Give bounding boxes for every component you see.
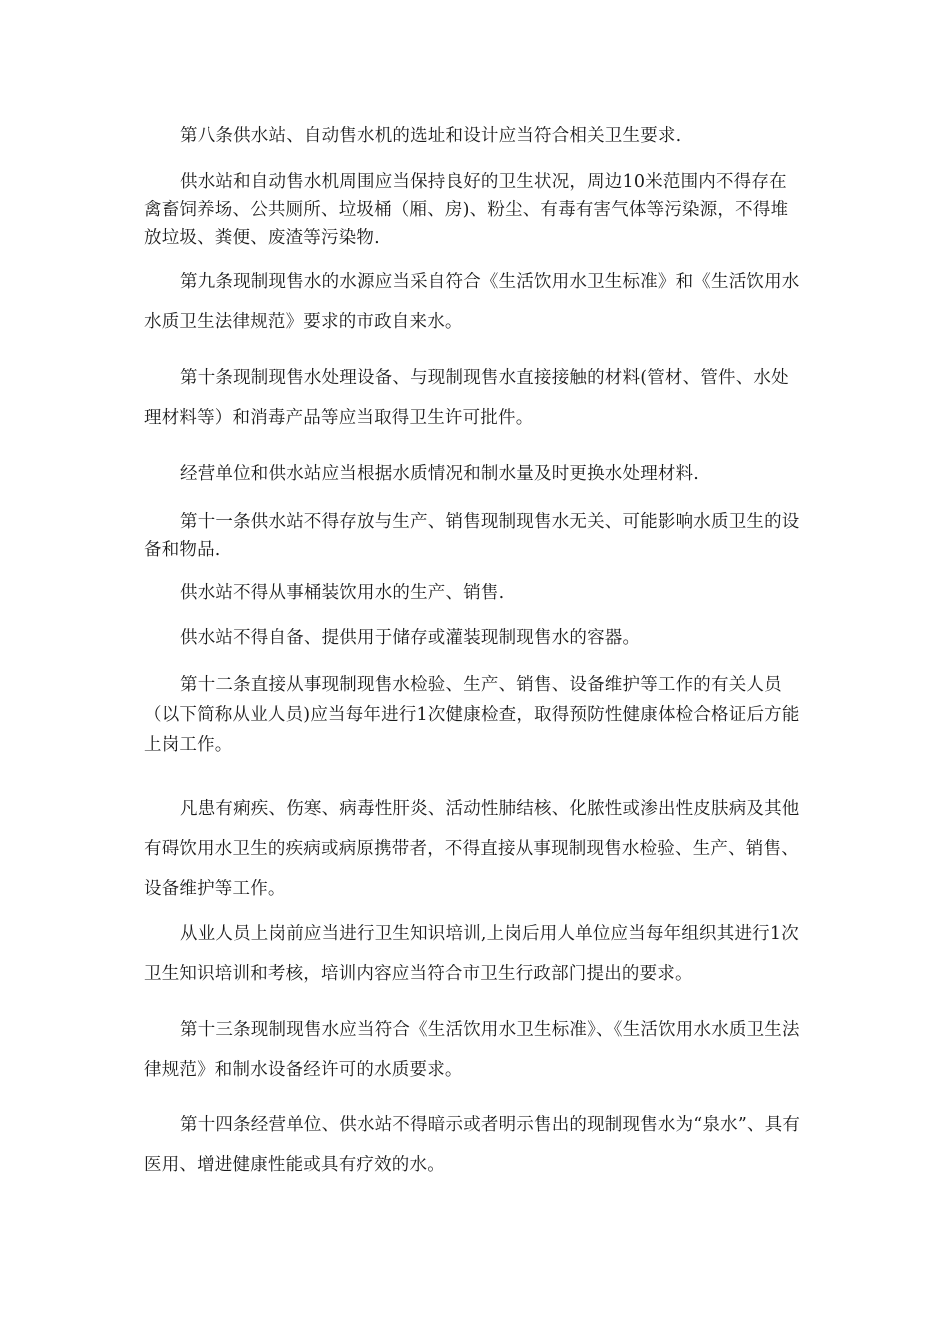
paragraph-article-11: 第十一条供水站不得存放与生产、销售现制现售水无关、可能影响水质卫生的设备和物品. bbox=[144, 512, 800, 560]
paragraph-article-11-detail-1: 供水站不得从事桶装饮用水的生产、销售. bbox=[180, 583, 505, 603]
paragraph-article-8: 第八条供水站、自动售水机的选址和设计应当符合相关卫生要求. bbox=[180, 126, 682, 146]
paragraph-article-11-detail-2: 供水站不得自备、提供用于储存或灌装现制现售水的容器。 bbox=[180, 628, 641, 648]
paragraph-article-8-detail: 供水站和自动售水机周围应当保持良好的卫生状况，周边10米范围内不得存在禽畜饲养场、公共厕所、垃圾桶（厢、房)、粉尘、有毒有害气体等污染源，不得堆放垃圾、粪便、废渣等污染物. bbox=[144, 172, 789, 248]
paragraph-article-12: 第十二条直接从事现制现售水检验、生产、销售、设备维护等工作的有关人员（以下简称从业人员)应当每年进行1次健康检查，取得预防性健康体检合格证后方能上岗工作。 bbox=[144, 675, 800, 755]
paragraph-article-13: 第十三条现制现售水应当符合《生活饮用水卫生标准》、《生活饮用水水质卫生法律规范》和制水设备经许可的水质要求。 bbox=[144, 1020, 800, 1080]
paragraph-article-12-detail-2: 从业人员上岗前应当进行卫生知识培训,上岗后用人单位应当每年组织其进行1次卫生知识培训和考核，培训内容应当符合市卫生行政部门提出的要求。 bbox=[144, 924, 799, 984]
paragraph-article-10: 第十条现制现售水处理设备、与现制现售水直接接触的材料(管材、管件、水处理材料等）和消毒产品等应当取得卫生许可批件。 bbox=[144, 368, 789, 428]
paragraph-article-10-detail: 经营单位和供水站应当根据水质情况和制水量及时更换水处理材料. bbox=[180, 464, 700, 484]
paragraph-article-14: 第十四条经营单位、供水站不得暗示或者明示售出的现制现售水为“泉水”、具有医用、增进健康性能或具有疗效的水。 bbox=[144, 1115, 801, 1175]
paragraph-article-12-detail-1: 凡患有痢疾、伤寒、病毒性肝炎、活动性肺结核、化脓性或渗出性皮肤病及其他有碍饮用水卫生的疾病或病原携带者，不得直接从事现制现售水检验、生产、销售、设备维护等工作。 bbox=[144, 799, 800, 899]
paragraph-article-9: 第九条现制现售水的水源应当采自符合《生活饮用水卫生标准》和《生活饮用水水质卫生法律规范》要求的市政自来水。 bbox=[144, 272, 800, 332]
